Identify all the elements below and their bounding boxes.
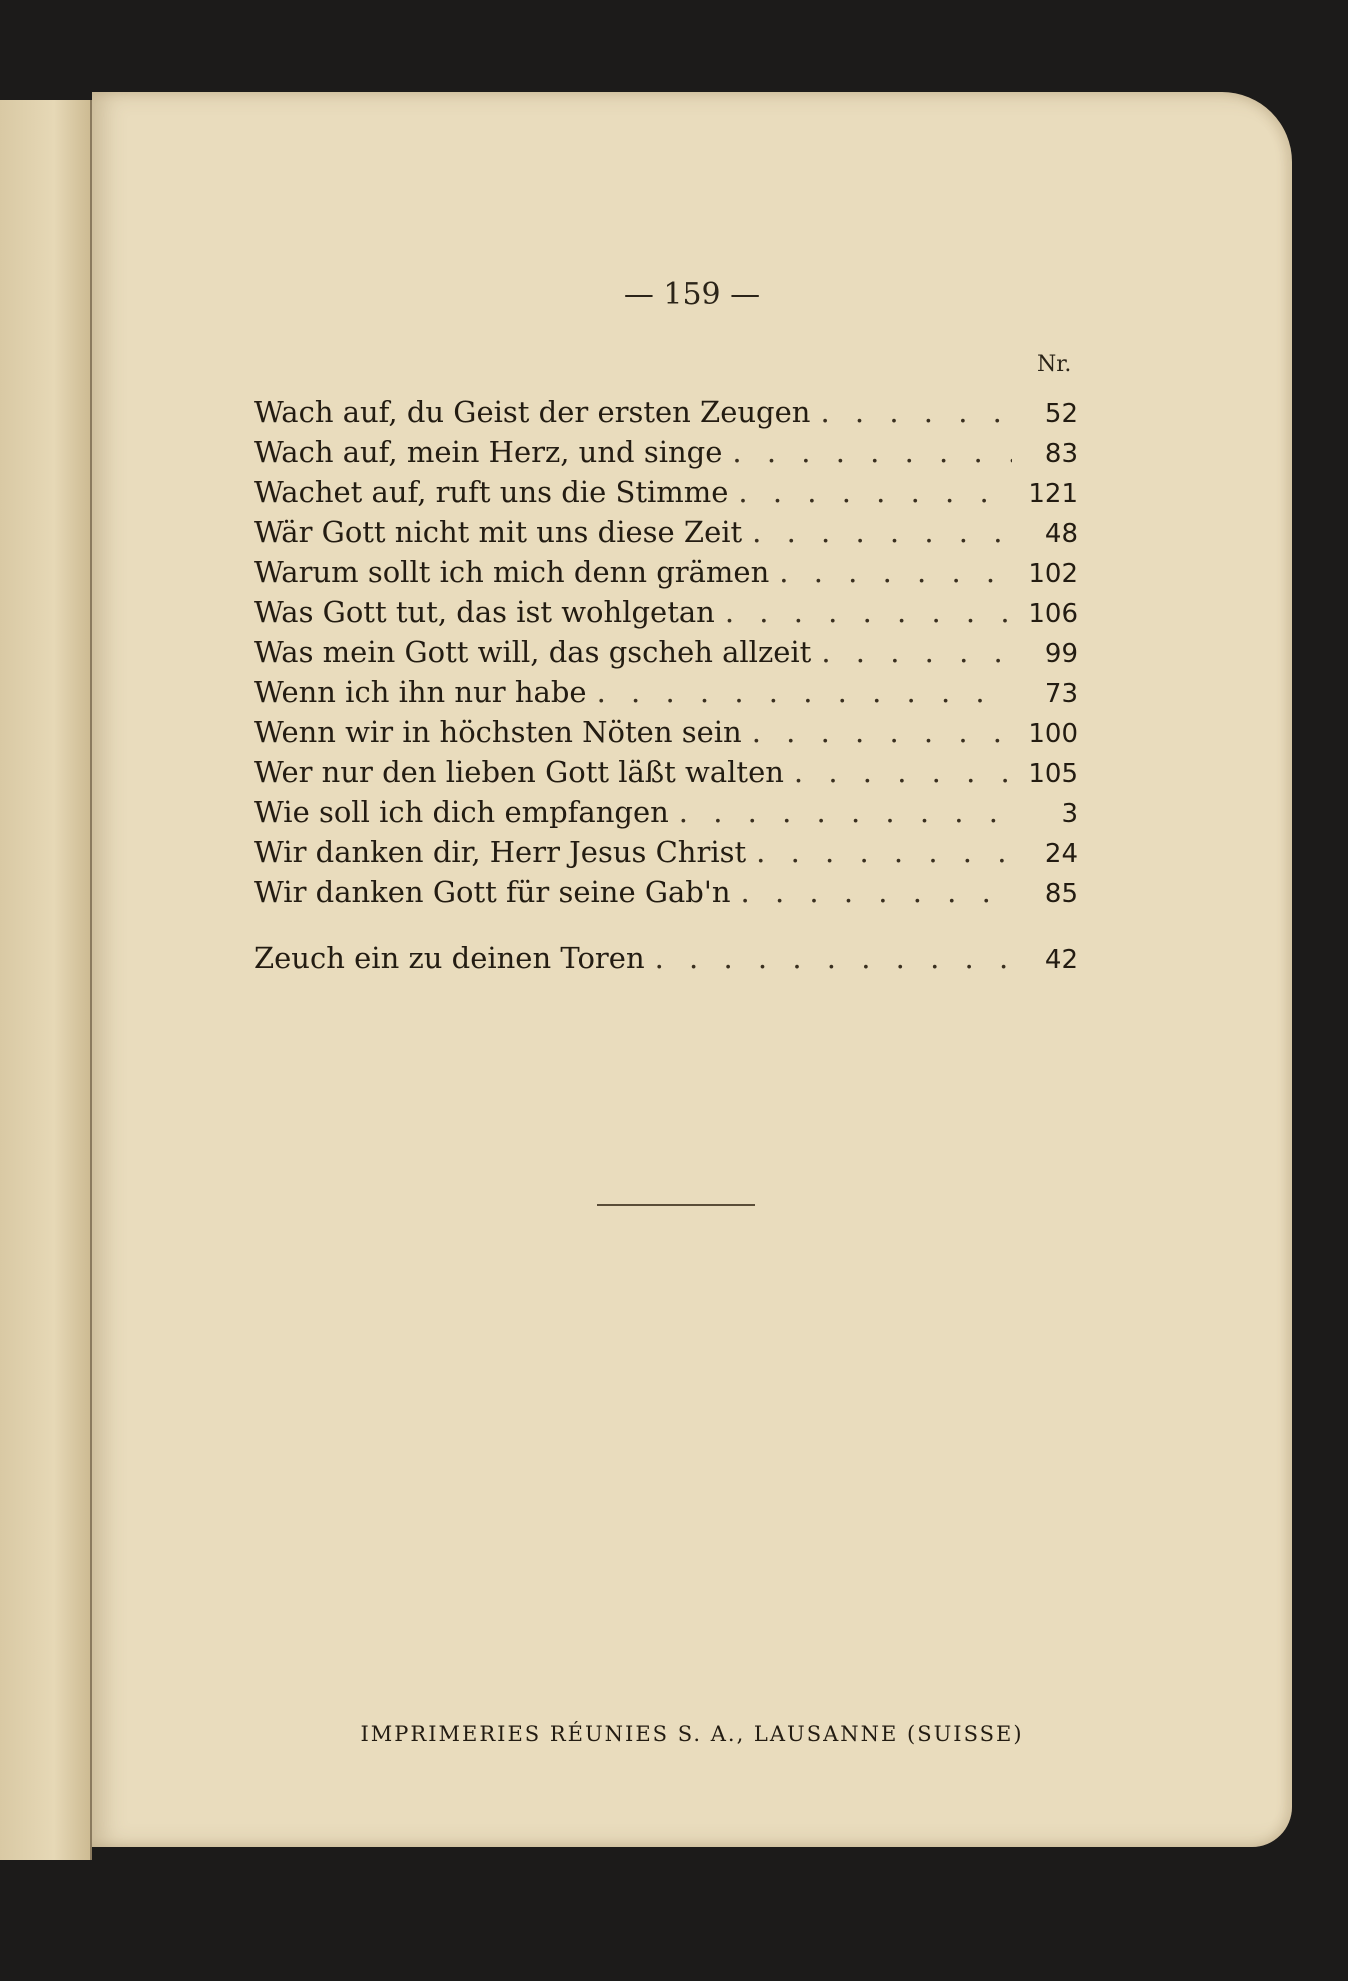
entry-number: 85 <box>1044 879 1078 909</box>
leader-dots <box>821 632 1012 672</box>
entry-number: 52 <box>1044 399 1078 429</box>
index-entry <box>254 938 1078 978</box>
index-entry <box>254 552 1078 592</box>
index-entry <box>254 432 1078 472</box>
index-entry <box>254 712 1078 752</box>
entry-title: Zeuch ein zu deinen Toren <box>254 941 645 975</box>
entry-title: Wach auf, du Geist der ersten Zeugen <box>254 395 811 429</box>
entry-number: 73 <box>1044 679 1078 709</box>
index-entry <box>254 752 1078 792</box>
entry-number: 3 <box>1061 799 1078 829</box>
leader-dots <box>679 792 1012 832</box>
entry-number: 105 <box>1028 759 1078 789</box>
entry-title: Wach auf, mein Herz, und singe <box>254 435 723 469</box>
entry-title: Was mein Gott will, das gscheh allzeit <box>254 635 812 669</box>
entry-number: 48 <box>1044 519 1078 549</box>
leader-dots <box>752 712 1012 752</box>
entry-title: Warum sollt ich mich denn grämen <box>254 555 770 589</box>
entry-title: Was Gott tut, das ist wohlgetan <box>254 595 715 629</box>
entry-title: Wir danken Gott für seine Gab'n <box>254 875 731 909</box>
leader-dots <box>794 752 1012 792</box>
index-list <box>254 392 1078 978</box>
leader-dots <box>732 432 1012 472</box>
index-entry <box>254 792 1078 832</box>
index-entry <box>254 592 1078 632</box>
page-number: — 159 — <box>623 277 761 312</box>
entry-number: 24 <box>1044 839 1078 869</box>
index-entry <box>254 472 1078 512</box>
entry-title: Wachet auf, ruft uns die Stimme <box>254 475 729 509</box>
entry-title: Wär Gott nicht mit uns diese Zeit <box>254 515 743 549</box>
entry-title: Wer nur den lieben Gott läßt walten <box>254 755 784 789</box>
entry-number: 106 <box>1028 599 1078 629</box>
entry-number: 100 <box>1028 719 1078 749</box>
leader-dots <box>655 938 1012 978</box>
index-entry <box>254 512 1078 552</box>
entry-title: Wenn wir in höchsten Nöten sein <box>254 715 742 749</box>
facing-page-edge <box>0 100 92 1860</box>
entry-number: 42 <box>1044 945 1078 975</box>
leader-dots <box>756 832 1012 872</box>
index-entry <box>254 672 1078 712</box>
leader-dots <box>752 512 1012 552</box>
leader-dots <box>741 872 1012 912</box>
leader-dots <box>779 552 1012 592</box>
entry-number: 99 <box>1044 639 1078 669</box>
index-entry <box>254 392 1078 432</box>
index-entry <box>254 832 1078 872</box>
entry-title: Wenn ich ihn nur habe <box>254 675 587 709</box>
index-entry <box>254 632 1078 672</box>
leader-dots <box>820 392 1012 432</box>
book-page <box>92 92 1292 1847</box>
leader-dots <box>725 592 1012 632</box>
entry-number: 83 <box>1044 439 1078 469</box>
leader-dots <box>738 472 1012 512</box>
number-column-header: Nr. <box>1037 352 1072 377</box>
entry-number: 102 <box>1028 559 1078 589</box>
printer-imprint: IMPRIMERIES RÉUNIES S. A., LAUSANNE (SUISSE) <box>360 1722 1024 1746</box>
entry-number: 121 <box>1028 479 1078 509</box>
leader-dots <box>597 672 1012 712</box>
index-entry <box>254 872 1078 912</box>
entry-title: Wir danken dir, Herr Jesus Christ <box>254 835 747 869</box>
entry-title: Wie soll ich dich empfangen <box>254 795 669 829</box>
divider-rule <box>597 1204 755 1206</box>
